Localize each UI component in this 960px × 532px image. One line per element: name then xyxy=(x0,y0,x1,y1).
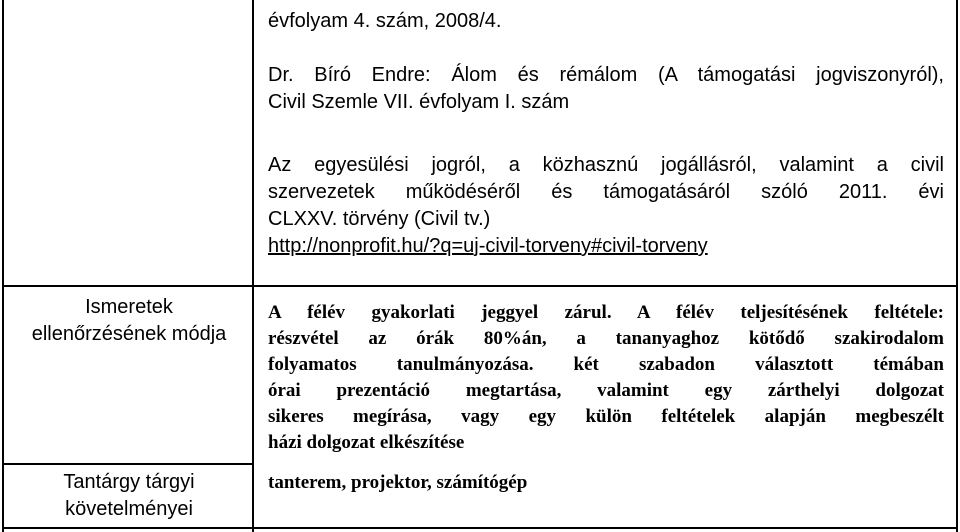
requirements-value: tanterem, projektor, számítógép xyxy=(268,472,528,493)
reference-3-line-2: szervezetek működéséről és támogatásáról szóló 2011. évi xyxy=(268,181,944,203)
table-row-divider-2 xyxy=(2,463,254,465)
assessment-label-line-2: ellenőrzésének módja xyxy=(31,323,227,345)
requirements-label-line-2: követelményei xyxy=(65,498,193,520)
reference-2-line-2: Civil Szemle VII. évfolyam I. szám xyxy=(268,91,570,113)
civil-law-link[interactable]: http://nonprofit.hu/?q=uj-civil-torveny#civil-torveny xyxy=(268,235,708,257)
assessment-line-6: házi dolgozat elkészítése xyxy=(268,432,465,453)
requirements-label xyxy=(10,469,248,523)
requirements-label-line-1: Tantárgy tárgyi xyxy=(63,471,195,493)
assessment-label-line-1: Ismeretek xyxy=(85,296,173,318)
assessment-line-3: folyamatos tanulmányozása. két szabadon választott témában xyxy=(268,354,944,375)
reference-3-line-3: CLXXV. törvény (Civil tv.) xyxy=(268,208,491,230)
assessment-line-2: részvétel az órák 80%án, a tananyaghoz kötődő szakirodalom xyxy=(268,328,944,349)
table-border-left xyxy=(2,0,4,532)
reference-2-line-1: Dr. Bíró Endre: Álom és rémálom (A támogatási jogviszonyról), xyxy=(268,64,944,86)
reference-1-text: évfolyam 4. szám, 2008/4. xyxy=(268,10,502,32)
assessment-line-5: sikeres megírása, vagy egy külön feltételek alapján megbeszélt xyxy=(268,406,944,427)
assessment-line-1: A félév gyakorlati jeggyel zárul. A félév teljesítésének feltétele: xyxy=(268,302,944,323)
table-border-right xyxy=(956,0,958,532)
table-border-bottom xyxy=(2,527,958,529)
assessment-line-4: órai prezentáció megtartása, valamint egy zárthelyi dolgozat xyxy=(268,380,944,401)
assessment-label xyxy=(10,294,248,348)
reference-3-line-1: Az egyesülési jogról, a közhasznú jogállásról, valamint a civil xyxy=(268,154,944,176)
table-column-divider xyxy=(252,0,254,532)
table-row-divider-1 xyxy=(2,285,958,287)
